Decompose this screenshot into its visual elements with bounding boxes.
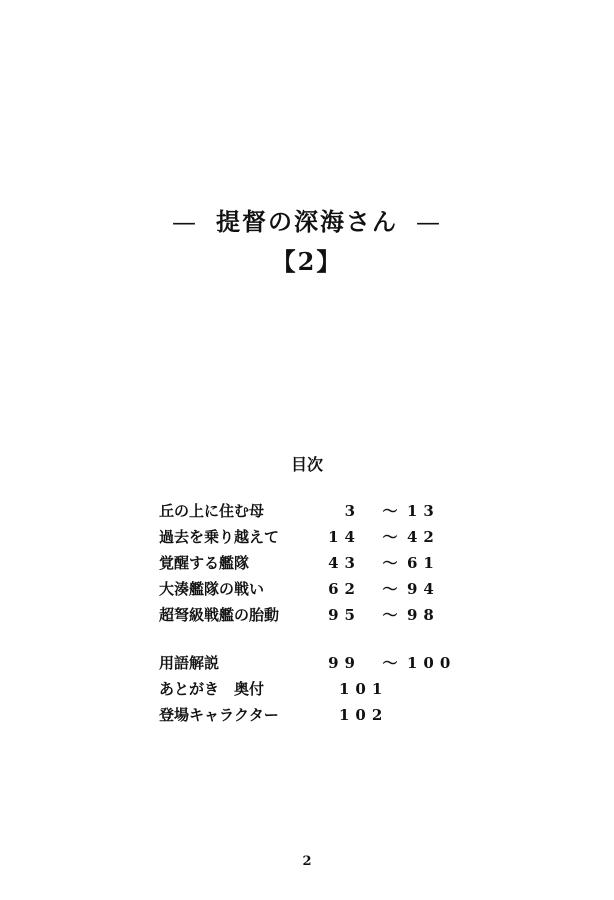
toc-entry-title: あとがき 奥付 <box>159 680 265 698</box>
toc-entry-start-page: 3 <box>344 502 361 520</box>
toc-entry-range-separator: ～ <box>382 580 398 598</box>
toc-entry-start-page: 99 <box>328 654 361 672</box>
toc-entry-range-separator: ～ <box>382 654 398 672</box>
volume-number: 【2】 <box>271 247 343 276</box>
toc-entry <box>159 498 469 524</box>
toc-entry-range-separator: ～ <box>382 606 398 624</box>
toc-entry-end-page: 100 <box>407 654 457 672</box>
page-number: 2 <box>302 854 312 869</box>
toc-entry-end-page: 13 <box>407 502 440 520</box>
toc-chapter-list <box>159 498 469 628</box>
toc-entry-page: 102 <box>339 706 389 724</box>
toc-entry-start-page: 14 <box>328 528 361 546</box>
toc-entry <box>159 576 469 602</box>
toc-entry <box>159 550 469 576</box>
toc-entry-start-page: 43 <box>328 554 361 572</box>
title-dash-left: — <box>172 208 198 236</box>
toc-entry <box>159 650 469 676</box>
toc-entry-range-separator: ～ <box>382 528 398 546</box>
toc-entry-title: 覚醒する艦隊 <box>159 554 250 572</box>
toc-entry-title: 超弩級戦艦の胎動 <box>159 606 280 624</box>
toc-entry <box>159 702 469 728</box>
toc-entry-end-page: 61 <box>407 554 440 572</box>
toc-extras-list <box>159 650 469 728</box>
toc-entry-title: 過去を乗り越えて <box>159 528 280 546</box>
toc-entry-start-page: 62 <box>328 580 361 598</box>
book-title <box>0 202 614 237</box>
toc-entry-title: 大湊艦隊の戦い <box>159 580 265 598</box>
toc-entry <box>159 676 469 702</box>
title-text: 提督の深海さん <box>216 207 398 236</box>
toc-entry-end-page: 94 <box>407 580 440 598</box>
toc-entry <box>159 602 469 628</box>
toc-entry-end-page: 42 <box>407 528 440 546</box>
toc-entry-title: 用語解説 <box>159 654 220 672</box>
toc-entry-range-separator: ～ <box>382 502 398 520</box>
toc-entry <box>159 524 469 550</box>
toc-entry-range-separator: ～ <box>382 554 398 572</box>
toc-heading: 目次 <box>290 455 323 474</box>
toc-entry-page: 101 <box>339 680 389 698</box>
toc-entry-title: 丘の上に住む母 <box>159 502 265 520</box>
toc-entry-title: 登場キャラクター <box>159 706 279 724</box>
toc-entry-start-page: 95 <box>328 606 361 624</box>
toc-entry-end-page: 98 <box>407 606 440 624</box>
title-dash-right: — <box>416 208 442 236</box>
